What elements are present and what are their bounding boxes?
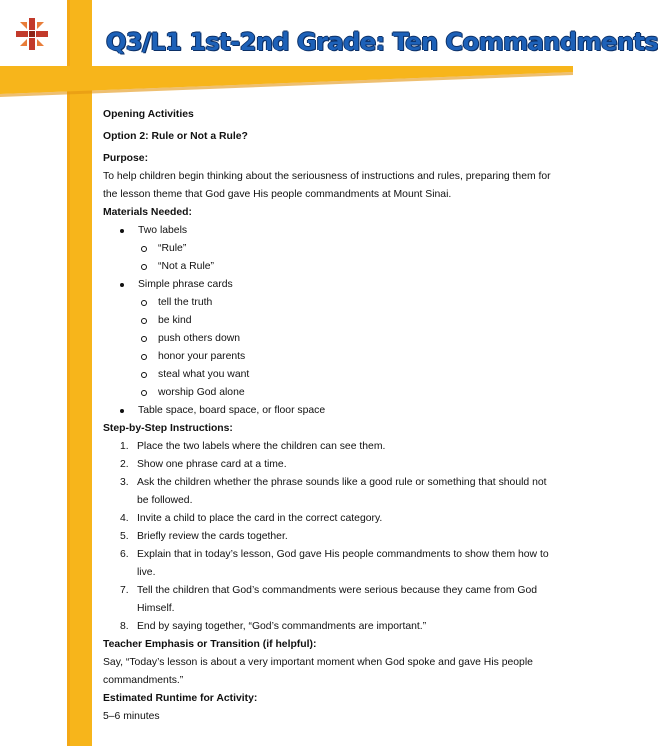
- step-text: Place the two labels where the children can see them.: [137, 441, 386, 452]
- sub-item-label: “Not a Rule”: [158, 261, 215, 272]
- materials-heading: Materials Needed:: [103, 207, 192, 218]
- label-options-list: [103, 240, 553, 276]
- runtime-heading: Estimated Runtime for Activity:: [103, 693, 258, 704]
- vertical-cross-bar: [67, 0, 92, 746]
- emphasis-text: Say, “Today’s lesson is about a very important moment when God spoke and gave His people commandments.”: [103, 657, 533, 686]
- sub-list-wrapper: [103, 240, 553, 276]
- sub-item-label: push others down: [158, 333, 241, 344]
- circle-bullet-icon: [141, 246, 147, 252]
- list-item: [103, 582, 553, 618]
- circle-bullet-icon: [141, 318, 147, 324]
- step-text: Show one phrase card at a time.: [137, 459, 287, 470]
- circle-bullet-icon: [141, 300, 147, 306]
- section-title: Opening Activities: [103, 109, 194, 120]
- step-number: 6.: [120, 549, 129, 560]
- runtime-text: 5–6 minutes: [103, 711, 160, 722]
- sub-item-label: steal what you want: [158, 369, 250, 380]
- circle-bullet-icon: [141, 390, 147, 396]
- list-item: [103, 438, 553, 456]
- horizontal-cross-bar: [0, 66, 573, 94]
- steps-heading: Step-by-Step Instructions:: [103, 423, 233, 434]
- steps-list: [103, 438, 553, 636]
- sub-list-wrapper: [103, 294, 553, 402]
- lesson-content: [103, 106, 553, 726]
- step-number: 2.: [120, 459, 129, 470]
- list-item: [103, 312, 553, 330]
- list-item: [103, 618, 553, 636]
- step-number: 3.: [120, 477, 129, 488]
- circle-bullet-icon: [141, 354, 147, 360]
- sub-item-label: tell the truth: [158, 297, 213, 308]
- material-label: Two labels: [138, 225, 188, 236]
- list-item: [103, 528, 553, 546]
- step-text: End by saying together, “God’s commandments are important.”: [137, 621, 427, 632]
- list-item: [103, 294, 553, 312]
- list-item: [103, 402, 553, 420]
- sub-item-label: “Rule”: [158, 243, 187, 254]
- list-item: [103, 384, 553, 402]
- bullet-icon: [120, 409, 124, 413]
- page-title: Q3/L1 1st-2nd Grade: Ten Commandments: [106, 28, 658, 56]
- list-item: [103, 258, 553, 276]
- step-number: 1.: [120, 441, 129, 452]
- materials-list: [103, 222, 553, 420]
- sub-item-label: be kind: [158, 315, 192, 326]
- purpose-heading: Purpose:: [103, 153, 149, 164]
- phrase-cards-list: [103, 294, 553, 402]
- church-cross-logo-icon: [14, 16, 50, 52]
- purpose-text: To help children begin thinking about the seriousness of instructions and rules, preparing them for the lesson theme that God gave His people commandments at Mount Sinai.: [103, 171, 551, 200]
- step-number: 7.: [120, 585, 129, 596]
- option-title: Option 2: Rule or Not a Rule?: [103, 131, 248, 142]
- step-number: 4.: [120, 513, 129, 524]
- list-item: [103, 348, 553, 366]
- list-item: [103, 546, 553, 582]
- emphasis-heading: Teacher Emphasis or Transition (if helpful):: [103, 639, 317, 650]
- step-text: Invite a child to place the card in the correct category.: [137, 513, 383, 524]
- step-text: Tell the children that God’s commandments were serious because they came from God Himself.: [137, 585, 538, 614]
- step-number: 5.: [120, 531, 129, 542]
- list-item: [103, 330, 553, 348]
- list-item: [103, 474, 553, 510]
- circle-bullet-icon: [141, 372, 147, 378]
- material-label: Table space, board space, or floor space: [138, 405, 326, 416]
- bullet-icon: [120, 283, 124, 287]
- list-item: [103, 240, 553, 258]
- sub-item-label: honor your parents: [158, 351, 246, 362]
- sub-item-label: worship God alone: [158, 387, 245, 398]
- bullet-icon: [120, 229, 124, 233]
- step-text: Explain that in today’s lesson, God gave His people commandments to show them how to live.: [137, 549, 549, 578]
- list-item: [103, 366, 553, 384]
- circle-bullet-icon: [141, 336, 147, 342]
- step-text: Ask the children whether the phrase sounds like a good rule or something that should not be followed.: [137, 477, 547, 506]
- step-text: Briefly review the cards together.: [137, 531, 288, 542]
- step-number: 8.: [120, 621, 129, 632]
- material-label: Simple phrase cards: [138, 279, 233, 290]
- list-item: [103, 456, 553, 474]
- list-item: [103, 222, 553, 240]
- list-item: [103, 276, 553, 294]
- list-item: [103, 510, 553, 528]
- circle-bullet-icon: [141, 264, 147, 270]
